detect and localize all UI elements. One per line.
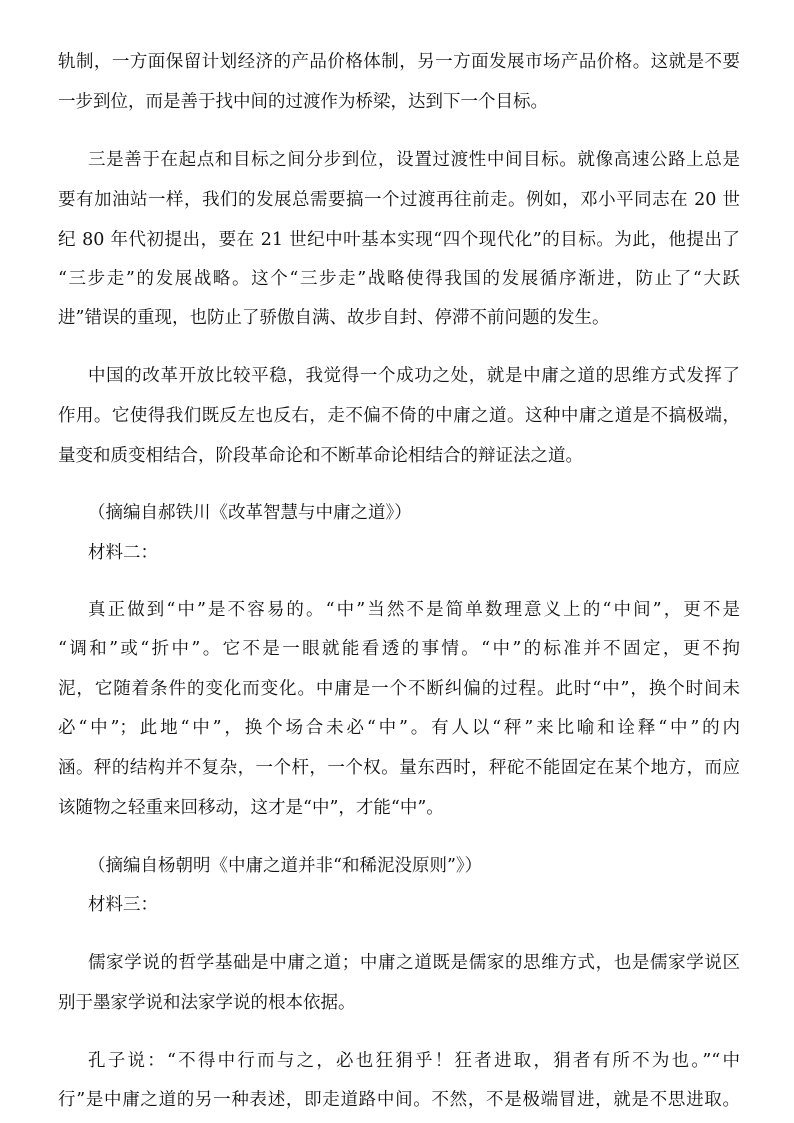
text-line: 该随物之轻重来回移动，这才是“中”，才能“中”。 — [58, 798, 444, 819]
text-line: 真正做到“中”是不容易的。“中”当然不是简单数理意义上的“中间”，更不是 — [88, 600, 740, 621]
text-line: 别于墨家学说和法家学说的根本依据。 — [58, 993, 356, 1014]
text-line: “调和”或“折中”。它不是一眼就能看透的事情。“中”的标准并不固定，更不拘 — [58, 639, 740, 660]
text-line: 泥，它随着条件的变化而变化。中庸是一个不断纠偏的过程。此时“中”，换个时间未 — [58, 678, 740, 699]
text-line: 量变和质变相结合，阶段革命论和不断革命论相结合的辩证法之道。 — [58, 445, 583, 466]
text-line: 三是善于在起点和目标之间分步到位，设置过渡性中间目标。就像高速公路上总是 — [88, 149, 740, 170]
text-line: 儒家学说的哲学基础是中庸之道；中庸之道既是儒家的思维方式，也是儒家学说区 — [88, 953, 740, 974]
text-line: 作用。它使得我们既反左也反右，走不偏不倚的中庸之道。这种中庸之道是不搞极端， — [58, 405, 740, 426]
text-line: 一步到位，而是善于找中间的过渡作为桥梁，达到下一个目标。 — [58, 91, 548, 112]
text-line: 纪 80 年代初提出，要在 21 世纪中叶基本实现“四个现代化”的目标。为此，他提出了 — [58, 229, 740, 250]
text-line: 必“中”；此地“中”，换个场合未必“中”。有人以“秤”来比喻和诠释“中”的内 — [58, 718, 740, 739]
text-line: 行”是中庸之道的另一种表述，即走道路中间。不然，不是极端冒进，就是不思进取。 — [58, 1090, 740, 1110]
text-line: 进”错误的重现，也防止了骄傲自满、故步自封、停滞不前问题的发生。 — [58, 307, 610, 328]
text-line: 中国的改革开放比较平稳，我觉得一个成功之处，就是中庸之道的思维方式发挥了 — [88, 365, 740, 386]
text-line: 要有加油站一样，我们的发展总需要搞一个过渡再往前走。例如，邓小平同志在 20 世 — [58, 189, 740, 210]
text-line: （摘编自郝铁川《改革智慧与中庸之道》） — [88, 503, 412, 524]
text-line: 孔子说：“不得中行而与之，必也狂狷乎！狂者进取，狷者有所不为也。”“中 — [88, 1050, 740, 1071]
text-line: 材料二： — [88, 542, 158, 563]
text-line: “三步走”的发展战略。这个“三步走”战略使得我国的发展循序渐进，防止了“大跃 — [58, 268, 740, 289]
text-line: 轨制，一方面保留计划经济的产品价格体制，另一方面发展市场产品价格。这就是不要 — [58, 52, 740, 72]
text-line: 涵。秤的结构并不复杂，一个杆，一个权。量东西时，秤砣不能固定在某个地方，而应 — [58, 758, 740, 779]
text-line: 材料三： — [88, 895, 158, 916]
text-line: （摘编自杨朝明《中庸之道并非“和稀泥没原则”》） — [88, 856, 483, 877]
